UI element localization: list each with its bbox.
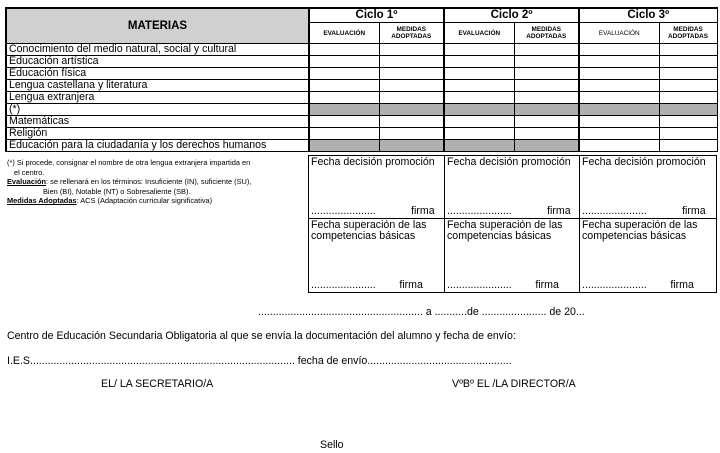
promotion-box-signature: ...................... firma bbox=[447, 205, 571, 217]
director-signature-label: VºBº EL /LA DIRECTOR/A bbox=[452, 378, 576, 390]
evaluation-cell-cycle-2[interactable] bbox=[444, 128, 514, 140]
evaluation-cell-cycle-3[interactable] bbox=[579, 116, 659, 128]
measures-cell-cycle-3[interactable] bbox=[659, 128, 717, 140]
measures-note-label: Medidas Adoptadas bbox=[7, 196, 77, 206]
competence-box-signature: ...................... firma bbox=[582, 279, 694, 291]
evaluation-cell-cycle-3[interactable] bbox=[579, 128, 659, 140]
evaluation-cell-cycle-1[interactable] bbox=[309, 92, 379, 104]
measures-cell-cycle-1[interactable] bbox=[379, 56, 444, 68]
subject-row bbox=[6, 68, 717, 80]
promotion-box-title: Fecha decisión promoción bbox=[582, 156, 706, 168]
subjects-header: MATERIAS bbox=[6, 8, 309, 44]
evaluation-cell-cycle-2[interactable] bbox=[444, 116, 514, 128]
cycle-3-evaluation-header: EVALUACIÓN bbox=[579, 23, 659, 44]
measures-cell-cycle-3[interactable] bbox=[659, 44, 717, 56]
measures-note bbox=[7, 196, 303, 206]
measures-cell-cycle-2[interactable] bbox=[514, 116, 579, 128]
competence-box-title: Fecha superación de las competencias básicas bbox=[447, 219, 563, 242]
evaluation-cell-cycle-2[interactable] bbox=[444, 80, 514, 92]
subject-row bbox=[6, 128, 717, 140]
evaluation-cell-cycle-1[interactable] bbox=[309, 44, 379, 56]
competence-box-cycle-1[interactable] bbox=[308, 218, 445, 293]
measures-cell-cycle-2[interactable] bbox=[514, 44, 579, 56]
stamp-label: Sello bbox=[320, 439, 344, 451]
measures-cell-cycle-1[interactable] bbox=[379, 116, 444, 128]
measures-cell-cycle-1[interactable] bbox=[379, 68, 444, 80]
destination-center-label: Centro de Educación Secundaria Obligatoria al que se envía la documentación del alumno y fecha de envío: bbox=[7, 330, 516, 342]
subject-name: (*) bbox=[6, 104, 309, 116]
asterisk-note-continuation: el centro. bbox=[14, 167, 45, 177]
evaluation-note-text: : se rellenará en los términos: Insuficiente (IN), suficiente (SU), bbox=[46, 177, 252, 187]
subject-row bbox=[6, 116, 717, 128]
measures-cell-cycle-2[interactable] bbox=[514, 80, 579, 92]
subject-name: Matemáticas bbox=[6, 116, 309, 128]
evaluation-cell-cycle-1[interactable] bbox=[309, 128, 379, 140]
measures-cell-cycle-2[interactable] bbox=[514, 140, 579, 152]
evaluation-cell-cycle-3[interactable] bbox=[579, 92, 659, 104]
evaluation-cell-cycle-3[interactable] bbox=[579, 104, 659, 116]
evaluation-cell-cycle-3[interactable] bbox=[579, 80, 659, 92]
evaluation-cell-cycle-2[interactable] bbox=[444, 140, 514, 152]
cycle-2-header: Ciclo 2º bbox=[444, 8, 579, 23]
promotion-box-cycle-1[interactable] bbox=[308, 155, 445, 219]
evaluation-cell-cycle-3[interactable] bbox=[579, 44, 659, 56]
promotion-box-signature: ...................... firma bbox=[582, 205, 706, 217]
competence-box-cycle-3[interactable] bbox=[579, 218, 717, 293]
competence-box-title: Fecha superación de las competencias básicas bbox=[582, 219, 698, 242]
evaluation-cell-cycle-2[interactable] bbox=[444, 92, 514, 104]
subject-name: Educación artística bbox=[6, 56, 309, 68]
evaluation-note-label: Evaluación bbox=[7, 177, 47, 187]
measures-cell-cycle-3[interactable] bbox=[659, 140, 717, 152]
measures-cell-cycle-1[interactable] bbox=[379, 44, 444, 56]
subject-name: Lengua extranjera bbox=[6, 92, 309, 104]
evaluation-note bbox=[7, 177, 303, 187]
measures-cell-cycle-2[interactable] bbox=[514, 104, 579, 116]
evaluation-cell-cycle-1[interactable] bbox=[309, 104, 379, 116]
subject-row bbox=[6, 104, 717, 116]
competence-box-cycle-2[interactable] bbox=[444, 218, 580, 293]
subject-row bbox=[6, 92, 717, 104]
evaluation-cell-cycle-2[interactable] bbox=[444, 68, 514, 80]
promotion-box-cycle-2[interactable] bbox=[444, 155, 580, 219]
evaluation-cell-cycle-2[interactable] bbox=[444, 44, 514, 56]
evaluation-cell-cycle-3[interactable] bbox=[579, 140, 659, 152]
measures-cell-cycle-2[interactable] bbox=[514, 68, 579, 80]
promotion-box-title: Fecha decisión promoción bbox=[311, 156, 435, 168]
measures-cell-cycle-2[interactable] bbox=[514, 92, 579, 104]
measures-cell-cycle-2[interactable] bbox=[514, 128, 579, 140]
subject-name: Lengua castellana y literatura bbox=[6, 80, 309, 92]
cycle-1-evaluation-header: EVALUACIÓN bbox=[309, 23, 379, 44]
measures-cell-cycle-3[interactable] bbox=[659, 116, 717, 128]
measures-cell-cycle-3[interactable] bbox=[659, 104, 717, 116]
ies-and-send-date-line[interactable]: I.E.S.......................................................................................... fecha de envío................................................. bbox=[7, 355, 512, 367]
evaluation-cell-cycle-3[interactable] bbox=[579, 68, 659, 80]
cycle-1-measures-header: MEDIDAS ADOPTADAS bbox=[379, 23, 444, 44]
cycle-2-measures-header: MEDIDAS ADOPTADAS bbox=[514, 23, 579, 44]
cycle-2-evaluation-header: EVALUACIÓN bbox=[444, 23, 514, 44]
measures-cell-cycle-1[interactable] bbox=[379, 140, 444, 152]
measures-cell-cycle-1[interactable] bbox=[379, 104, 444, 116]
measures-cell-cycle-1[interactable] bbox=[379, 128, 444, 140]
measures-cell-cycle-1[interactable] bbox=[379, 92, 444, 104]
evaluation-cell-cycle-1[interactable] bbox=[309, 116, 379, 128]
measures-cell-cycle-3[interactable] bbox=[659, 56, 717, 68]
evaluation-cell-cycle-2[interactable] bbox=[444, 56, 514, 68]
evaluation-note-continuation: Bien (BI), Notable (NT) o Sobresaliente (SB). bbox=[43, 186, 191, 196]
cycle-1-header: Ciclo 1º bbox=[309, 8, 444, 23]
evaluation-cell-cycle-1[interactable] bbox=[309, 56, 379, 68]
secretary-signature-label: EL/ LA SECRETARIO/A bbox=[101, 378, 214, 390]
promotion-box-signature: ...................... firma bbox=[311, 205, 435, 217]
cycle-3-measures-header: MEDIDAS ADOPTADAS bbox=[659, 23, 717, 44]
subject-name: Religión bbox=[6, 128, 309, 140]
evaluation-cell-cycle-1[interactable] bbox=[309, 140, 379, 152]
competence-box-signature: ...................... firma bbox=[447, 279, 559, 291]
measures-note-text: : ACS (Adaptación curricular significativa) bbox=[76, 196, 213, 206]
subject-name: Educación para la ciudadanía y los derechos humanos bbox=[6, 140, 309, 152]
subject-name: Educación física bbox=[6, 68, 309, 80]
notes-block bbox=[7, 158, 303, 206]
asterisk-note: (*) Si procede, consignar el nombre de otra lengua extranjera impartida en bbox=[7, 158, 251, 167]
subject-row bbox=[6, 44, 717, 56]
subject-row bbox=[6, 140, 717, 152]
measures-cell-cycle-3[interactable] bbox=[659, 80, 717, 92]
evaluation-cell-cycle-1[interactable] bbox=[309, 68, 379, 80]
evaluation-cell-cycle-1[interactable] bbox=[309, 80, 379, 92]
evaluation-cell-cycle-3[interactable] bbox=[579, 56, 659, 68]
grades-table bbox=[5, 7, 718, 152]
measures-cell-cycle-3[interactable] bbox=[659, 92, 717, 104]
subject-row bbox=[6, 56, 717, 68]
evaluation-cell-cycle-2[interactable] bbox=[444, 104, 514, 116]
measures-cell-cycle-2[interactable] bbox=[514, 56, 579, 68]
cycle-3-header: Ciclo 3º bbox=[579, 8, 717, 23]
promotion-box-cycle-3[interactable] bbox=[579, 155, 717, 219]
promotion-box-title: Fecha decisión promoción bbox=[447, 156, 571, 168]
subject-name: Conocimiento del medio natural, social y cultural bbox=[6, 44, 309, 56]
competence-box-signature: ...................... firma bbox=[311, 279, 423, 291]
date-line[interactable]: ........................................................ a ...........de ...................... de 20... bbox=[258, 306, 585, 318]
subject-row bbox=[6, 80, 717, 92]
measures-cell-cycle-1[interactable] bbox=[379, 80, 444, 92]
competence-box-title: Fecha superación de las competencias básicas bbox=[311, 219, 427, 242]
measures-cell-cycle-3[interactable] bbox=[659, 68, 717, 80]
